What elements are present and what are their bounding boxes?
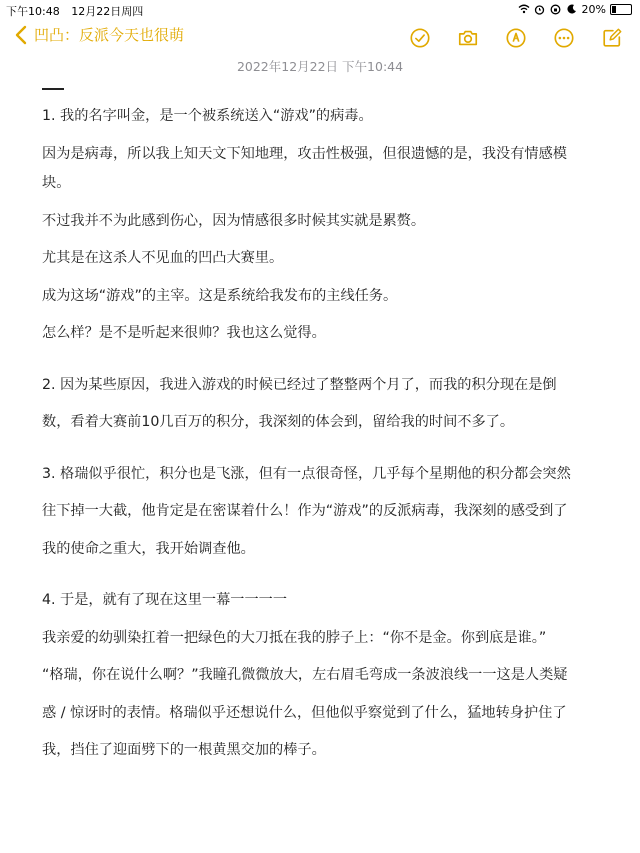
lock-rotation-icon (550, 4, 562, 16)
status-date: 12月22日周四 (71, 5, 144, 18)
status-right (518, 3, 632, 16)
ellipsis-circle-icon (553, 27, 575, 49)
wifi-icon (518, 4, 530, 16)
compose-button[interactable] (598, 24, 626, 52)
note-line: 因为是病毒，所以我上知天文下知地理，攻击性极强，但很遗憾的是，我没有情感模 (42, 145, 567, 162)
note-line: 2. 因为某些原因，我进入游戏的时候已经过了整整两个月了，而我的积分现在是倒 (42, 376, 557, 393)
status-time: 下午10:48 (6, 5, 60, 18)
note-line: 我亲爱的幼驯染扛着一把绿色的大刀抵在我的脖子上：“你不是金。你到底是谁。” (42, 629, 547, 646)
toolbar (406, 24, 626, 52)
chevron-left-icon (14, 25, 28, 45)
back-button[interactable] (14, 24, 184, 45)
markup-button[interactable] (502, 24, 530, 52)
note-line: 怎么样？是不是听起来很帅？我也这么觉得。 (42, 325, 326, 341)
battery-icon (610, 4, 632, 15)
checklist-button[interactable] (406, 24, 434, 52)
note-line: 块。 (42, 175, 71, 191)
moon-icon (566, 4, 578, 16)
note-line: 我的使命之重大，我开始调查他。 (42, 540, 255, 557)
note-body[interactable] (42, 82, 608, 766)
note-line: 成为这场“游戏”的主宰。这是系统给我发布的主线任务。 (42, 287, 398, 304)
pen-tip-icon (505, 27, 527, 49)
note-date: 2022年12月22日 下午10:44 (236, 59, 404, 74)
note-line: 3. 格瑞似乎很忙，积分也是飞涨，但有一点很奇怪，几乎每个星期他的积分都会突然 (42, 465, 571, 482)
note-line: 惑 / 惊讶时的表情。格瑞似乎还想说什么，但他似乎察觉到了什么，猛地转身护住了 (42, 704, 567, 721)
camera-icon (457, 27, 479, 49)
note-line: 4. 于是，就有了现在这里一幕一一一一 (42, 592, 288, 608)
camera-button[interactable] (454, 24, 482, 52)
note-line: 1. 我的名字叫金，是一个被系统送入“游戏”的病毒。 (42, 108, 373, 124)
back-title: 凹凸：反派今天也很萌 (34, 26, 185, 44)
alarm-icon (534, 4, 546, 16)
note-line: 我，挡住了迎面劈下的一根黄黑交加的棒子。 (42, 742, 326, 758)
checkmark-circle-icon (409, 27, 431, 49)
status-bar (0, 0, 640, 20)
note-line: 尤其是在这杀人不见血的凹凸大赛里。 (42, 250, 284, 266)
note-line: 不过我并不为此感到伤心，因为情感很多时候其实就是累赘。 (42, 212, 426, 229)
battery-percent: 20% (581, 3, 606, 16)
nav-bar (0, 24, 640, 54)
note-line: 往下掉一大截，他肯定是在密谋着什么！作为“游戏”的反派病毒，我深刻的感受到了 (42, 503, 568, 519)
more-button[interactable] (550, 24, 578, 52)
note-line: “格瑞，你在说什么啊？”我瞳孔微微放大，左右眉毛弯成一条波浪线一一这是人类疑 (42, 667, 568, 683)
status-left (6, 3, 151, 19)
battery-fill (612, 6, 616, 13)
note-line: 数，看着大赛前10几百万的积分，我深刻的体会到，留给我的时间不多了。 (42, 414, 515, 430)
compose-icon (601, 27, 623, 49)
title-dash (42, 88, 64, 90)
